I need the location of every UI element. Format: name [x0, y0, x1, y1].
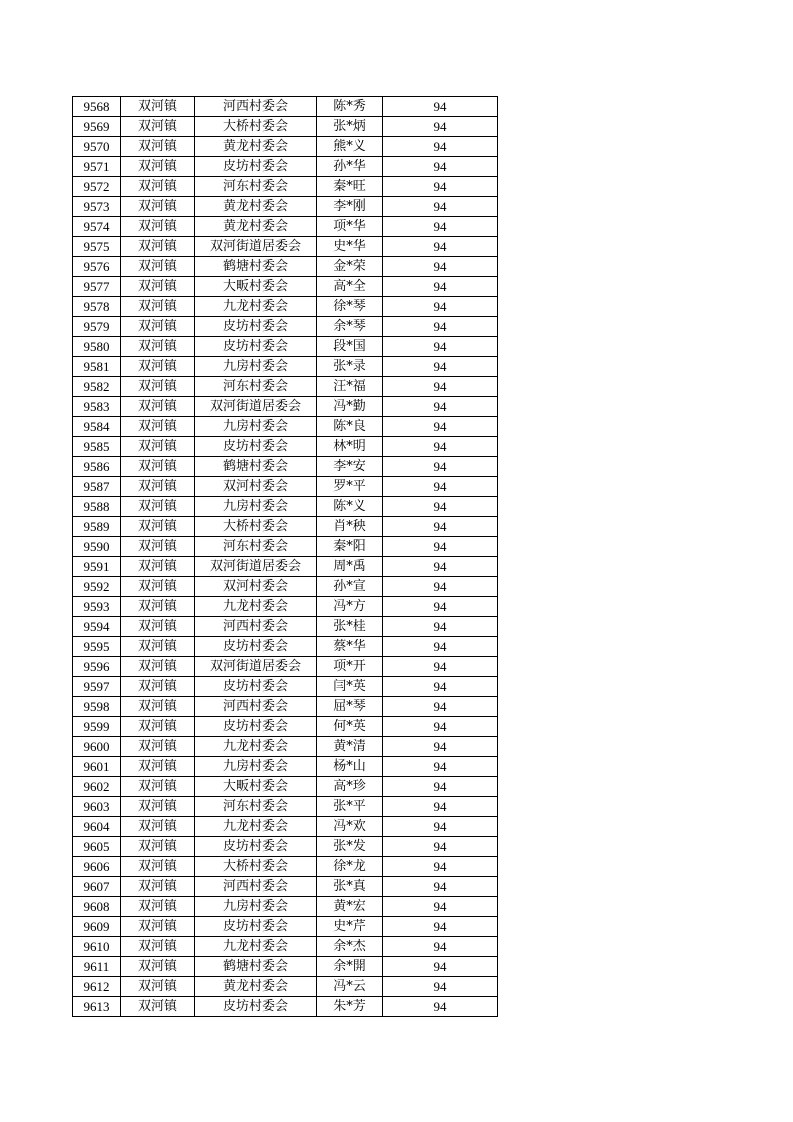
score-cell: 94 [383, 617, 498, 637]
table-row [73, 877, 498, 897]
committee-cell: 皮坊村委会 [195, 157, 317, 177]
person-name-cell: 闫*英 [317, 677, 383, 697]
person-name-cell: 周*禹 [317, 557, 383, 577]
table-row [73, 377, 498, 397]
committee-cell: 双河街道居委会 [195, 237, 317, 257]
person-name-cell: 余*杰 [317, 937, 383, 957]
score-cell: 94 [383, 557, 498, 577]
committee-cell: 河西村委会 [195, 97, 317, 117]
score-cell: 94 [383, 597, 498, 617]
row-number-cell: 9602 [73, 777, 121, 797]
table-row [73, 197, 498, 217]
person-name-cell: 冯*勤 [317, 397, 383, 417]
table-row [73, 757, 498, 777]
committee-cell: 大桥村委会 [195, 117, 317, 137]
person-name-cell: 李*安 [317, 457, 383, 477]
table-row [73, 577, 498, 597]
score-cell: 94 [383, 517, 498, 537]
town-cell: 双河镇 [121, 477, 195, 497]
row-number-cell: 9581 [73, 357, 121, 377]
person-name-cell: 冯*云 [317, 977, 383, 997]
score-cell: 94 [383, 577, 498, 597]
town-cell: 双河镇 [121, 377, 195, 397]
row-number-cell: 9612 [73, 977, 121, 997]
score-cell: 94 [383, 157, 498, 177]
table-row [73, 657, 498, 677]
person-name-cell: 高*全 [317, 277, 383, 297]
committee-cell: 皮坊村委会 [195, 997, 317, 1017]
table-row [73, 737, 498, 757]
table-row [73, 157, 498, 177]
score-cell: 94 [383, 997, 498, 1017]
score-cell: 94 [383, 197, 498, 217]
table-row [73, 237, 498, 257]
table-row [73, 417, 498, 437]
table-row [73, 997, 498, 1017]
score-cell: 94 [383, 137, 498, 157]
town-cell: 双河镇 [121, 657, 195, 677]
committee-cell: 九房村委会 [195, 897, 317, 917]
row-number-cell: 9591 [73, 557, 121, 577]
row-number-cell: 9608 [73, 897, 121, 917]
score-cell: 94 [383, 857, 498, 877]
person-name-cell: 张*发 [317, 837, 383, 857]
committee-cell: 九龙村委会 [195, 817, 317, 837]
row-number-cell: 9577 [73, 277, 121, 297]
person-name-cell: 史*华 [317, 237, 383, 257]
row-number-cell: 9606 [73, 857, 121, 877]
row-number-cell: 9579 [73, 317, 121, 337]
town-cell: 双河镇 [121, 997, 195, 1017]
row-number-cell: 9587 [73, 477, 121, 497]
person-name-cell: 项*开 [317, 657, 383, 677]
town-cell: 双河镇 [121, 717, 195, 737]
town-cell: 双河镇 [121, 357, 195, 377]
row-number-cell: 9588 [73, 497, 121, 517]
table-row [73, 717, 498, 737]
table-row [73, 137, 498, 157]
person-name-cell: 陈*良 [317, 417, 383, 437]
row-number-cell: 9601 [73, 757, 121, 777]
score-cell: 94 [383, 397, 498, 417]
score-cell: 94 [383, 337, 498, 357]
score-cell: 94 [383, 497, 498, 517]
score-cell: 94 [383, 977, 498, 997]
table-row [73, 777, 498, 797]
town-cell: 双河镇 [121, 797, 195, 817]
table-row [73, 677, 498, 697]
person-name-cell: 项*华 [317, 217, 383, 237]
table-row [73, 97, 498, 117]
town-cell: 双河镇 [121, 597, 195, 617]
committee-cell: 河东村委会 [195, 177, 317, 197]
town-cell: 双河镇 [121, 397, 195, 417]
person-name-cell: 冯*方 [317, 597, 383, 617]
row-number-cell: 9607 [73, 877, 121, 897]
table-row [73, 897, 498, 917]
town-cell: 双河镇 [121, 677, 195, 697]
town-cell: 双河镇 [121, 497, 195, 517]
town-cell: 双河镇 [121, 857, 195, 877]
row-number-cell: 9610 [73, 937, 121, 957]
score-cell: 94 [383, 677, 498, 697]
committee-cell: 皮坊村委会 [195, 437, 317, 457]
town-cell: 双河镇 [121, 137, 195, 157]
town-cell: 双河镇 [121, 457, 195, 477]
committee-cell: 大桥村委会 [195, 857, 317, 877]
person-name-cell: 肖*秧 [317, 517, 383, 537]
score-cell: 94 [383, 757, 498, 777]
committee-cell: 九房村委会 [195, 357, 317, 377]
row-number-cell: 9585 [73, 437, 121, 457]
row-number-cell: 9599 [73, 717, 121, 737]
committee-cell: 河东村委会 [195, 537, 317, 557]
score-cell: 94 [383, 777, 498, 797]
row-number-cell: 9589 [73, 517, 121, 537]
score-cell: 94 [383, 257, 498, 277]
town-cell: 双河镇 [121, 237, 195, 257]
committee-cell: 黄龙村委会 [195, 977, 317, 997]
table-row [73, 597, 498, 617]
table-row [73, 617, 498, 637]
town-cell: 双河镇 [121, 257, 195, 277]
score-cell: 94 [383, 117, 498, 137]
row-number-cell: 9597 [73, 677, 121, 697]
town-cell: 双河镇 [121, 577, 195, 597]
table-row [73, 437, 498, 457]
committee-cell: 九龙村委会 [195, 597, 317, 617]
committee-cell: 大畈村委会 [195, 777, 317, 797]
person-name-cell: 李*刚 [317, 197, 383, 217]
score-cell: 94 [383, 897, 498, 917]
row-number-cell: 9575 [73, 237, 121, 257]
row-number-cell: 9605 [73, 837, 121, 857]
person-name-cell: 孙*华 [317, 157, 383, 177]
score-cell: 94 [383, 797, 498, 817]
town-cell: 双河镇 [121, 517, 195, 537]
committee-cell: 鹤塘村委会 [195, 957, 317, 977]
committee-cell: 皮坊村委会 [195, 317, 317, 337]
person-name-cell: 黄*清 [317, 737, 383, 757]
committee-cell: 皮坊村委会 [195, 717, 317, 737]
town-cell: 双河镇 [121, 697, 195, 717]
person-name-cell: 冯*欢 [317, 817, 383, 837]
person-name-cell: 张*炳 [317, 117, 383, 137]
table-row [73, 297, 498, 317]
committee-cell: 九房村委会 [195, 757, 317, 777]
person-name-cell: 罗*平 [317, 477, 383, 497]
committee-cell: 九龙村委会 [195, 297, 317, 317]
row-number-cell: 9571 [73, 157, 121, 177]
town-cell: 双河镇 [121, 917, 195, 937]
town-cell: 双河镇 [121, 817, 195, 837]
score-cell: 94 [383, 637, 498, 657]
table-row [73, 957, 498, 977]
score-cell: 94 [383, 317, 498, 337]
table-row [73, 537, 498, 557]
town-cell: 双河镇 [121, 317, 195, 337]
committee-cell: 九房村委会 [195, 417, 317, 437]
row-number-cell: 9580 [73, 337, 121, 357]
table-row [73, 317, 498, 337]
row-number-cell: 9592 [73, 577, 121, 597]
town-cell: 双河镇 [121, 777, 195, 797]
committee-cell: 九房村委会 [195, 497, 317, 517]
town-cell: 双河镇 [121, 97, 195, 117]
committee-cell: 鹤塘村委会 [195, 457, 317, 477]
row-number-cell: 9600 [73, 737, 121, 757]
person-name-cell: 朱*芳 [317, 997, 383, 1017]
person-name-cell: 林*明 [317, 437, 383, 457]
score-cell: 94 [383, 217, 498, 237]
town-cell: 双河镇 [121, 277, 195, 297]
roster-table-body [73, 97, 498, 1017]
person-name-cell: 张*录 [317, 357, 383, 377]
town-cell: 双河镇 [121, 837, 195, 857]
table-row [73, 857, 498, 877]
committee-cell: 黄龙村委会 [195, 197, 317, 217]
person-name-cell: 屈*琴 [317, 697, 383, 717]
town-cell: 双河镇 [121, 617, 195, 637]
committee-cell: 皮坊村委会 [195, 917, 317, 937]
row-number-cell: 9572 [73, 177, 121, 197]
person-name-cell: 张*真 [317, 877, 383, 897]
person-name-cell: 秦*旺 [317, 177, 383, 197]
row-number-cell: 9574 [73, 217, 121, 237]
row-number-cell: 9590 [73, 537, 121, 557]
town-cell: 双河镇 [121, 937, 195, 957]
row-number-cell: 9582 [73, 377, 121, 397]
table-row [73, 977, 498, 997]
town-cell: 双河镇 [121, 217, 195, 237]
score-cell: 94 [383, 737, 498, 757]
row-number-cell: 9576 [73, 257, 121, 277]
score-cell: 94 [383, 937, 498, 957]
score-cell: 94 [383, 277, 498, 297]
person-name-cell: 金*荣 [317, 257, 383, 277]
row-number-cell: 9596 [73, 657, 121, 677]
row-number-cell: 9568 [73, 97, 121, 117]
table-row [73, 337, 498, 357]
table-row [73, 837, 498, 857]
table-row [73, 177, 498, 197]
row-number-cell: 9598 [73, 697, 121, 717]
row-number-cell: 9603 [73, 797, 121, 817]
town-cell: 双河镇 [121, 757, 195, 777]
row-number-cell: 9584 [73, 417, 121, 437]
score-cell: 94 [383, 177, 498, 197]
table-row [73, 257, 498, 277]
committee-cell: 九龙村委会 [195, 937, 317, 957]
committee-cell: 黄龙村委会 [195, 137, 317, 157]
person-name-cell: 孙*宣 [317, 577, 383, 597]
score-cell: 94 [383, 877, 498, 897]
town-cell: 双河镇 [121, 437, 195, 457]
score-cell: 94 [383, 917, 498, 937]
score-cell: 94 [383, 837, 498, 857]
town-cell: 双河镇 [121, 337, 195, 357]
person-name-cell: 张*平 [317, 797, 383, 817]
roster-table [72, 96, 498, 1017]
table-row [73, 497, 498, 517]
row-number-cell: 9595 [73, 637, 121, 657]
score-cell: 94 [383, 97, 498, 117]
committee-cell: 双河街道居委会 [195, 397, 317, 417]
person-name-cell: 秦*阳 [317, 537, 383, 557]
person-name-cell: 张*桂 [317, 617, 383, 637]
row-number-cell: 9593 [73, 597, 121, 617]
town-cell: 双河镇 [121, 157, 195, 177]
committee-cell: 河西村委会 [195, 877, 317, 897]
committee-cell: 河东村委会 [195, 797, 317, 817]
table-row [73, 637, 498, 657]
person-name-cell: 徐*龙 [317, 857, 383, 877]
table-row [73, 797, 498, 817]
score-cell: 94 [383, 437, 498, 457]
town-cell: 双河镇 [121, 737, 195, 757]
person-name-cell: 高*珍 [317, 777, 383, 797]
score-cell: 94 [383, 717, 498, 737]
town-cell: 双河镇 [121, 197, 195, 217]
committee-cell: 河东村委会 [195, 377, 317, 397]
town-cell: 双河镇 [121, 177, 195, 197]
row-number-cell: 9583 [73, 397, 121, 417]
score-cell: 94 [383, 377, 498, 397]
town-cell: 双河镇 [121, 117, 195, 137]
town-cell: 双河镇 [121, 957, 195, 977]
committee-cell: 九龙村委会 [195, 737, 317, 757]
table-row [73, 117, 498, 137]
committee-cell: 双河村委会 [195, 577, 317, 597]
table-row [73, 477, 498, 497]
table-row [73, 937, 498, 957]
committee-cell: 河西村委会 [195, 617, 317, 637]
person-name-cell: 段*国 [317, 337, 383, 357]
table-row [73, 517, 498, 537]
row-number-cell: 9570 [73, 137, 121, 157]
person-name-cell: 何*英 [317, 717, 383, 737]
committee-cell: 双河街道居委会 [195, 657, 317, 677]
committee-cell: 双河村委会 [195, 477, 317, 497]
town-cell: 双河镇 [121, 977, 195, 997]
person-name-cell: 汪*福 [317, 377, 383, 397]
table-row [73, 217, 498, 237]
committee-cell: 鹤塘村委会 [195, 257, 317, 277]
town-cell: 双河镇 [121, 897, 195, 917]
table-row [73, 457, 498, 477]
row-number-cell: 9604 [73, 817, 121, 837]
person-name-cell: 史*芹 [317, 917, 383, 937]
town-cell: 双河镇 [121, 417, 195, 437]
committee-cell: 皮坊村委会 [195, 837, 317, 857]
table-row [73, 817, 498, 837]
score-cell: 94 [383, 237, 498, 257]
score-cell: 94 [383, 537, 498, 557]
row-number-cell: 9569 [73, 117, 121, 137]
person-name-cell: 余*琴 [317, 317, 383, 337]
row-number-cell: 9613 [73, 997, 121, 1017]
table-row [73, 357, 498, 377]
score-cell: 94 [383, 477, 498, 497]
table-row [73, 697, 498, 717]
table-row [73, 277, 498, 297]
person-name-cell: 陈*秀 [317, 97, 383, 117]
score-cell: 94 [383, 657, 498, 677]
table-row [73, 557, 498, 577]
row-number-cell: 9594 [73, 617, 121, 637]
town-cell: 双河镇 [121, 877, 195, 897]
person-name-cell: 黄*宏 [317, 897, 383, 917]
person-name-cell: 杨*山 [317, 757, 383, 777]
row-number-cell: 9611 [73, 957, 121, 977]
table-row [73, 397, 498, 417]
person-name-cell: 陈*义 [317, 497, 383, 517]
row-number-cell: 9573 [73, 197, 121, 217]
person-name-cell: 熊*义 [317, 137, 383, 157]
score-cell: 94 [383, 457, 498, 477]
row-number-cell: 9586 [73, 457, 121, 477]
town-cell: 双河镇 [121, 637, 195, 657]
committee-cell: 皮坊村委会 [195, 637, 317, 657]
row-number-cell: 9609 [73, 917, 121, 937]
committee-cell: 皮坊村委会 [195, 677, 317, 697]
committee-cell: 黄龙村委会 [195, 217, 317, 237]
committee-cell: 双河街道居委会 [195, 557, 317, 577]
person-name-cell: 蔡*华 [317, 637, 383, 657]
table-row [73, 917, 498, 937]
person-name-cell: 余*開 [317, 957, 383, 977]
score-cell: 94 [383, 817, 498, 837]
person-name-cell: 徐*琴 [317, 297, 383, 317]
score-cell: 94 [383, 697, 498, 717]
town-cell: 双河镇 [121, 557, 195, 577]
committee-cell: 皮坊村委会 [195, 337, 317, 357]
score-cell: 94 [383, 957, 498, 977]
score-cell: 94 [383, 417, 498, 437]
row-number-cell: 9578 [73, 297, 121, 317]
town-cell: 双河镇 [121, 537, 195, 557]
town-cell: 双河镇 [121, 297, 195, 317]
score-cell: 94 [383, 297, 498, 317]
committee-cell: 大桥村委会 [195, 517, 317, 537]
score-cell: 94 [383, 357, 498, 377]
committee-cell: 大畈村委会 [195, 277, 317, 297]
committee-cell: 河西村委会 [195, 697, 317, 717]
